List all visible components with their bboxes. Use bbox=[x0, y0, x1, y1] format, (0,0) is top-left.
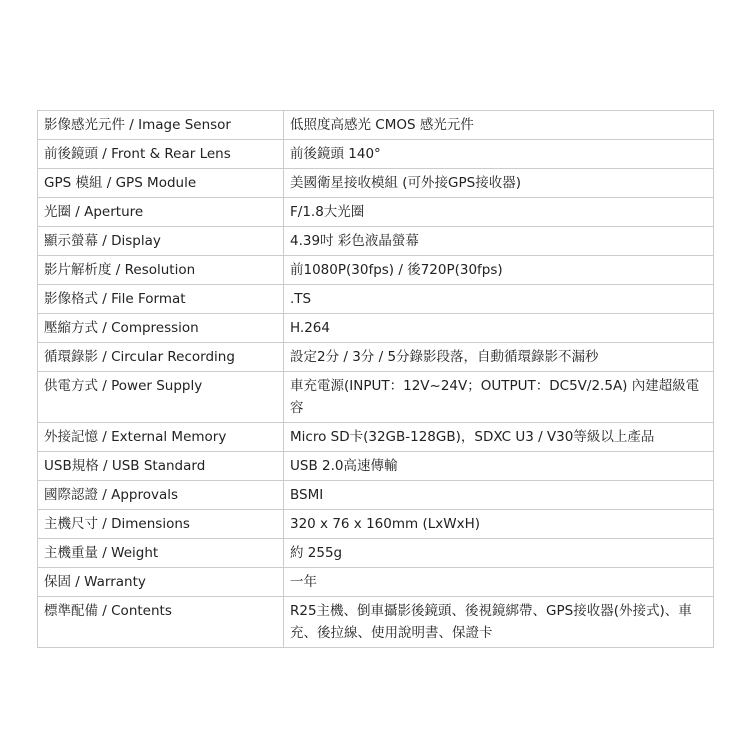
spec-label: 供電方式 / Power Supply bbox=[38, 372, 284, 423]
spec-label: 壓縮方式 / Compression bbox=[38, 314, 284, 343]
spec-label: 影像感光元件 / Image Sensor bbox=[38, 111, 284, 140]
spec-label: 影片解析度 / Resolution bbox=[38, 256, 284, 285]
spec-value: 低照度高感光 CMOS 感光元件 bbox=[284, 111, 714, 140]
spec-value: 一年 bbox=[284, 568, 714, 597]
spec-row-display bbox=[38, 227, 714, 256]
spec-row-circular-recording bbox=[38, 343, 714, 372]
spec-value: R25主機、倒車攝影後鏡頭、後視鏡綁帶、GPS接收器(外接式)、車充、後拉線、使用說明書、保證卡 bbox=[284, 597, 714, 648]
spec-value: .TS bbox=[284, 285, 714, 314]
spec-label: 外接記憶 / External Memory bbox=[38, 423, 284, 452]
spec-label: 主機重量 / Weight bbox=[38, 539, 284, 568]
spec-row-resolution bbox=[38, 256, 714, 285]
spec-label: 前後鏡頭 / Front & Rear Lens bbox=[38, 140, 284, 169]
spec-label: 國際認證 / Approvals bbox=[38, 481, 284, 510]
spec-row-image-sensor bbox=[38, 111, 714, 140]
spec-value: 美國衛星接收模組 (可外接GPS接收器) bbox=[284, 169, 714, 198]
spec-row-contents bbox=[38, 597, 714, 648]
spec-row-lens bbox=[38, 140, 714, 169]
spec-value: 前1080P(30fps) / 後720P(30fps) bbox=[284, 256, 714, 285]
spec-label: 光圈 / Aperture bbox=[38, 198, 284, 227]
spec-label: 主機尺寸 / Dimensions bbox=[38, 510, 284, 539]
spec-label: USB規格 / USB Standard bbox=[38, 452, 284, 481]
spec-row-compression bbox=[38, 314, 714, 343]
spec-label: 循環錄影 / Circular Recording bbox=[38, 343, 284, 372]
spec-value: USB 2.0高速傳輸 bbox=[284, 452, 714, 481]
spec-label: 保固 / Warranty bbox=[38, 568, 284, 597]
spec-value: 4.39吋 彩色液晶螢幕 bbox=[284, 227, 714, 256]
spec-value: 約 255g bbox=[284, 539, 714, 568]
spec-table bbox=[37, 110, 714, 648]
spec-value: 車充電源(INPUT：12V~24V；OUTPUT：DC5V/2.5A) 內建超級電容 bbox=[284, 372, 714, 423]
spec-label: GPS 模組 / GPS Module bbox=[38, 169, 284, 198]
spec-label: 顯示螢幕 / Display bbox=[38, 227, 284, 256]
spec-value: 前後鏡頭 140° bbox=[284, 140, 714, 169]
spec-value: BSMI bbox=[284, 481, 714, 510]
spec-row-weight bbox=[38, 539, 714, 568]
spec-row-usb bbox=[38, 452, 714, 481]
spec-row-warranty bbox=[38, 568, 714, 597]
spec-row-external-memory bbox=[38, 423, 714, 452]
spec-value: 設定2分 / 3分 / 5分錄影段落，自動循環錄影不漏秒 bbox=[284, 343, 714, 372]
spec-row-gps bbox=[38, 169, 714, 198]
spec-row-power-supply bbox=[38, 372, 714, 423]
spec-label: 影像格式 / File Format bbox=[38, 285, 284, 314]
spec-value: Micro SD卡(32GB-128GB)，SDXC U3 / V30等級以上產品 bbox=[284, 423, 714, 452]
spec-row-approvals bbox=[38, 481, 714, 510]
spec-row-aperture bbox=[38, 198, 714, 227]
spec-row-file-format bbox=[38, 285, 714, 314]
spec-label: 標準配備 / Contents bbox=[38, 597, 284, 648]
spec-value: F/1.8大光圈 bbox=[284, 198, 714, 227]
spec-row-dimensions bbox=[38, 510, 714, 539]
spec-value: H.264 bbox=[284, 314, 714, 343]
spec-value: 320 x 76 x 160mm (LxWxH) bbox=[284, 510, 714, 539]
